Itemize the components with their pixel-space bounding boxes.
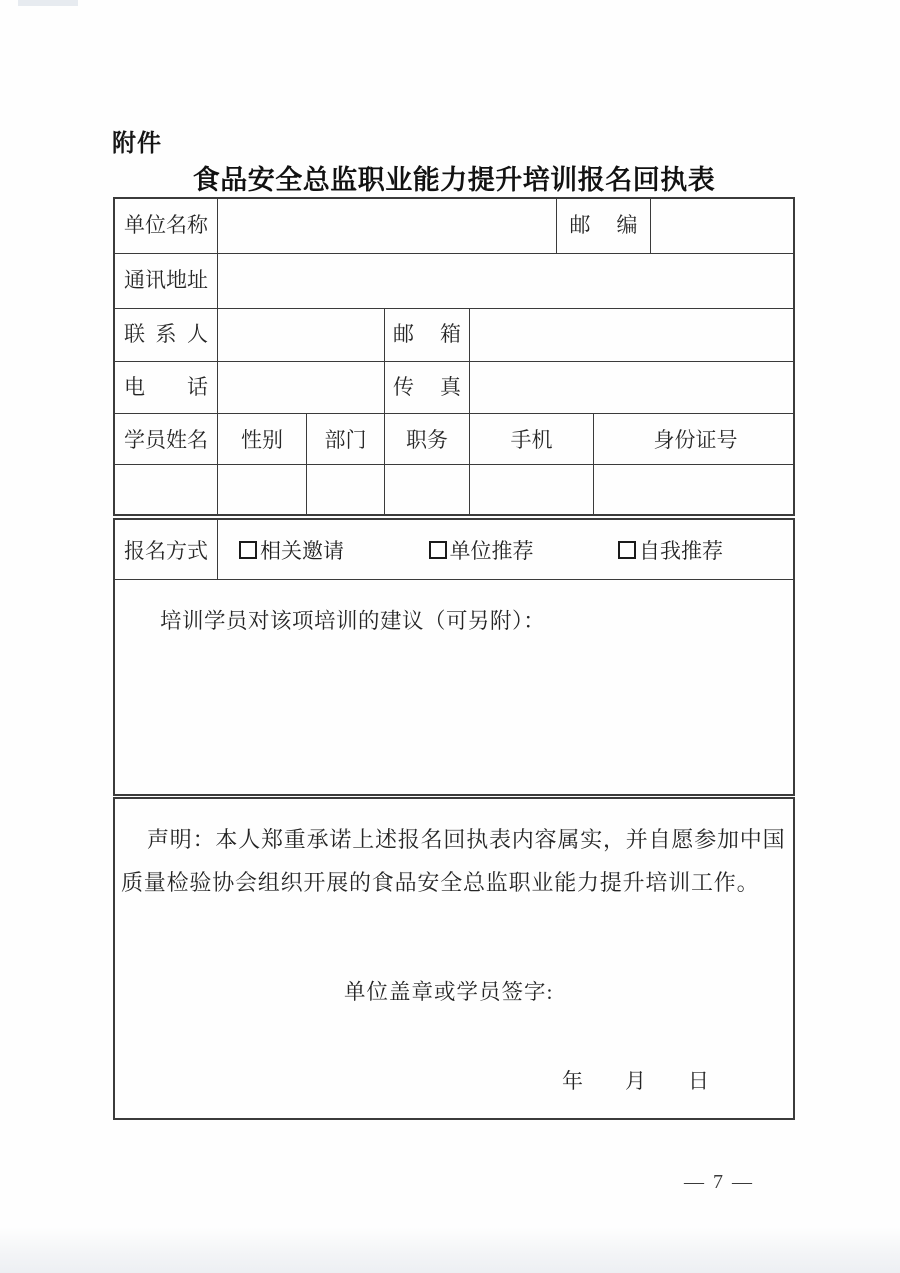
table-row-student-header bbox=[115, 414, 793, 465]
attachment-label: 附件 bbox=[112, 130, 162, 157]
department-header: 部门 bbox=[307, 414, 385, 464]
suggestion-label: 培训学员对该项培训的建议（可另附）： bbox=[160, 609, 546, 633]
table-row-student-empty bbox=[115, 465, 793, 514]
postal-code-field bbox=[651, 199, 797, 253]
email-label: 邮箱 bbox=[385, 309, 470, 361]
table-row-suggestion bbox=[115, 580, 793, 794]
declaration-table bbox=[113, 797, 795, 1120]
declaration-area bbox=[115, 799, 793, 1118]
table-row-phone bbox=[115, 362, 793, 414]
unit-name-field bbox=[218, 199, 557, 253]
position-header: 职务 bbox=[385, 414, 470, 464]
table-row-unit-name bbox=[115, 199, 793, 254]
phone-label: 电话 bbox=[115, 362, 218, 413]
checkbox-icon bbox=[429, 541, 447, 559]
phone-field bbox=[218, 362, 385, 413]
registration-method-label: 报名方式 bbox=[115, 520, 218, 579]
position-field bbox=[385, 465, 470, 514]
scan-artifact-bottom bbox=[0, 1227, 900, 1273]
student-name-field bbox=[115, 465, 218, 514]
declaration-line-2: 质量检验协会组织开展的食品安全总监职业能力提升培训工作。 bbox=[121, 870, 760, 895]
option-self-recommend bbox=[618, 535, 723, 565]
mobile-header: 手机 bbox=[470, 414, 594, 464]
mobile-field bbox=[470, 465, 594, 514]
email-field bbox=[470, 309, 797, 361]
table-row-registration-method bbox=[115, 520, 793, 580]
checkbox-icon bbox=[618, 541, 636, 559]
registration-options bbox=[218, 520, 797, 579]
option-self-recommend-label: 自我推荐 bbox=[639, 538, 723, 563]
declaration-paragraph bbox=[115, 799, 793, 904]
address-field bbox=[218, 254, 797, 308]
postal-code-label: 邮编 bbox=[557, 199, 651, 253]
table-row-contact bbox=[115, 309, 793, 362]
option-invitation bbox=[239, 535, 344, 565]
declaration-line-1: 声明：本人郑重承诺上述报名回执表内容属实，并自愿参加中国 bbox=[147, 827, 786, 852]
date-label: 年 月 日 bbox=[562, 1069, 709, 1093]
contact-person-field bbox=[218, 309, 385, 361]
address-label: 通讯地址 bbox=[115, 254, 218, 308]
fax-field bbox=[470, 362, 797, 413]
scan-artifact-top bbox=[18, 0, 78, 6]
department-field bbox=[307, 465, 385, 514]
page-number: — 7 — bbox=[684, 1171, 754, 1193]
signature-label: 单位盖章或学员签字: bbox=[344, 980, 554, 1004]
gender-field bbox=[218, 465, 307, 514]
gender-header: 性别 bbox=[218, 414, 307, 464]
suggestion-area bbox=[115, 580, 793, 794]
table-row-address bbox=[115, 254, 793, 309]
option-unit-recommend-label: 单位推荐 bbox=[449, 538, 534, 563]
unit-name-label: 单位名称 bbox=[115, 199, 218, 253]
fax-label: 传真 bbox=[385, 362, 470, 413]
registration-table bbox=[113, 518, 795, 796]
contact-info-table bbox=[113, 197, 795, 516]
contact-person-label: 联系人 bbox=[115, 309, 218, 361]
student-name-header: 学员姓名 bbox=[115, 414, 218, 464]
option-invitation-label: 相关邀请 bbox=[260, 538, 344, 563]
page-title: 食品安全总监职业能力提升培训报名回执表 bbox=[192, 165, 716, 195]
id-number-field bbox=[594, 465, 797, 514]
id-number-header: 身份证号 bbox=[653, 428, 738, 452]
option-unit-recommend bbox=[429, 535, 534, 565]
checkbox-icon bbox=[239, 541, 257, 559]
